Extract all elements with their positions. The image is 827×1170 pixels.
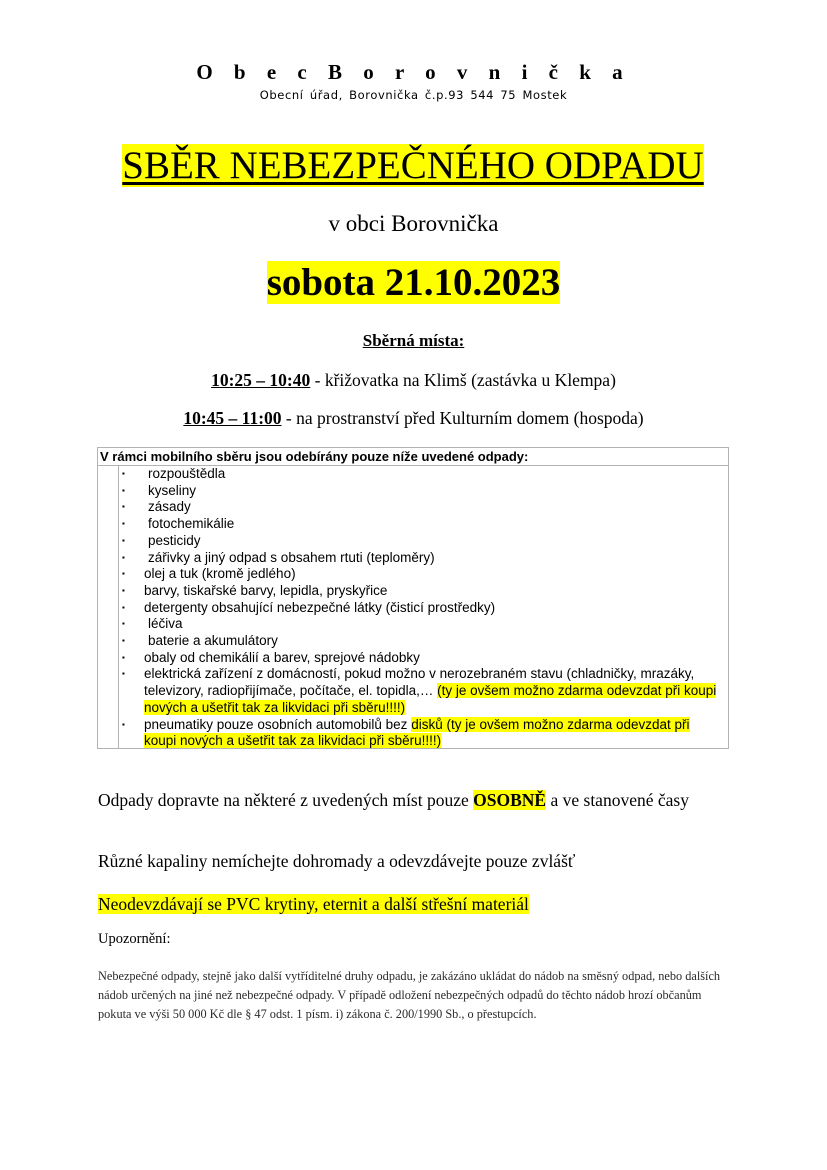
list-item: ▪ rozpouštědla (122, 466, 226, 481)
bullet-icon: ▪ (122, 569, 125, 579)
list-item: ▪ zásady (122, 499, 191, 515)
collection-point (0, 408, 827, 429)
municipality-address: Obecní úřad, Borovnička č.p.93 544 75 Mostek (259, 88, 568, 102)
collection-point-place: - na prostranství před Kulturním domem (hospoda) (281, 408, 644, 428)
list-item: ▪ obaly od chemikálií a barev, sprejové nádobky (122, 649, 420, 665)
list-item: ▪ zářivky a jiný odpad s obsahem rtuti (teploměry) (122, 549, 435, 565)
list-item: ▪ barvy, tiskařské barvy, lepidla, pryskyřice (122, 582, 388, 598)
list-item-tyres: ▪ pneumatiky pouze osobních automobilů bez disků (ty je ovšem možno zdarma odevzdat při koupi nových a ušetřit tak za likvidaci při sběru!!!!) (122, 716, 690, 749)
collection-points-heading: Sběrná místa: (362, 331, 465, 350)
highlighted-note: (ty je ovšem možno zdarma odevzdat při koupi nových a ušetřit tak za likvidaci při sběru!!!!) (144, 683, 717, 715)
bullet-icon: ▪ (122, 585, 125, 595)
collection-date: sobota 21.10.2023 (266, 261, 561, 304)
bullet-icon: ▪ (122, 535, 125, 545)
bullet-icon: ▪ (122, 552, 125, 562)
waste-list-table (97, 447, 729, 749)
collection-point-place: - křižovatka na Klimš (zastávka u Klempa) (310, 370, 616, 390)
bullet-icon: ▪ (122, 669, 125, 679)
not-accepted-note-wrap (98, 892, 738, 916)
bullet-icon: ▪ (122, 502, 125, 512)
list-item: ▪ olej a tuk (kromě jedlého) (122, 566, 296, 582)
bullet-icon: ▪ (122, 719, 125, 729)
waste-list-heading: V rámci mobilního sběru jsou odebírány pouze níže uvedené odpady: (98, 448, 728, 466)
liquids-instruction: Různé kapaliny nemíchejte dohromady a odevzdávejte pouze zvlášť (98, 851, 576, 871)
list-item: ▪ pesticidy (122, 532, 201, 548)
collection-point-time: 10:25 – 10:40 (211, 370, 311, 390)
emphasis-personally: OSOBNĚ (473, 790, 547, 810)
bullet-icon: ▪ (122, 485, 125, 495)
bullet-icon: ▪ (122, 519, 125, 529)
warning-text: Nebezpečné odpady, stejně jako další vytříditelné druhy odpadu, je zakázáno ukládat do nádob na směsný odpad, nebo dalších nádob určených na jiné než nebezpečné odpady. V případě odložení nebezpečných odpadů do těchto nádob hrozí občanům pokuta ve výši 50 000 Kč dle § 47 odst. 1 písm. i) zákona č. 200/1990 Sb., o přestupcích. (98, 969, 721, 1022)
waste-list (98, 466, 728, 750)
list-item: ▪ baterie a akumulátory (122, 633, 278, 649)
list-item-electro: ▪ elektrická zařízení z domácností, pokud možno v nerozebraném stavu (chladničky, mrazáky, televizory, radiopřijímače, počítače, el. topidla,… (ty je ovšem možno zdarma odevzdat při koupi nových a ušetřit tak za likvidaci při sběru!!!!) (122, 666, 717, 715)
list-item: ▪ detergenty obsahující nebezpečné látky (čisticí prostředky) (122, 599, 496, 615)
bullet-icon: ▪ (122, 619, 125, 629)
notice-subtitle: v obci Borovnička (328, 211, 499, 236)
bullet-icon: ▪ (122, 652, 125, 662)
municipality-name: O b e c B o r o v n i č k a (196, 60, 631, 84)
notice-title-wrap (98, 143, 728, 189)
delivery-instruction: Odpady dopravte na některé z uvedených míst pouze OSOBNĚ a ve stanovené časy (98, 790, 689, 810)
list-item: ▪ fotochemikálie (122, 516, 235, 532)
warning-heading: Upozornění: (98, 931, 171, 947)
collection-date-wrap (0, 259, 827, 307)
notice-title: SBĚR NEBEZPEČNÉHO ODPADU (122, 144, 704, 187)
bullet-icon: ▪ (122, 602, 125, 612)
bullet-icon: ▪ (122, 636, 125, 646)
list-item: ▪ léčiva (122, 616, 183, 632)
collection-point-time: 10:45 – 11:00 (183, 408, 282, 428)
collection-point (0, 370, 827, 391)
list-item: ▪ kyseliny (122, 482, 197, 498)
highlighted-note: disků (ty je ovšem možno zdarma odevzdat při koupi nových a ušetřit tak za likvidaci při sběru!!!!) (144, 716, 690, 749)
not-accepted-note: Neodevzdávají se PVC krytiny, eternit a další střešní materiál (98, 894, 529, 914)
bullet-icon: ▪ (122, 469, 125, 478)
